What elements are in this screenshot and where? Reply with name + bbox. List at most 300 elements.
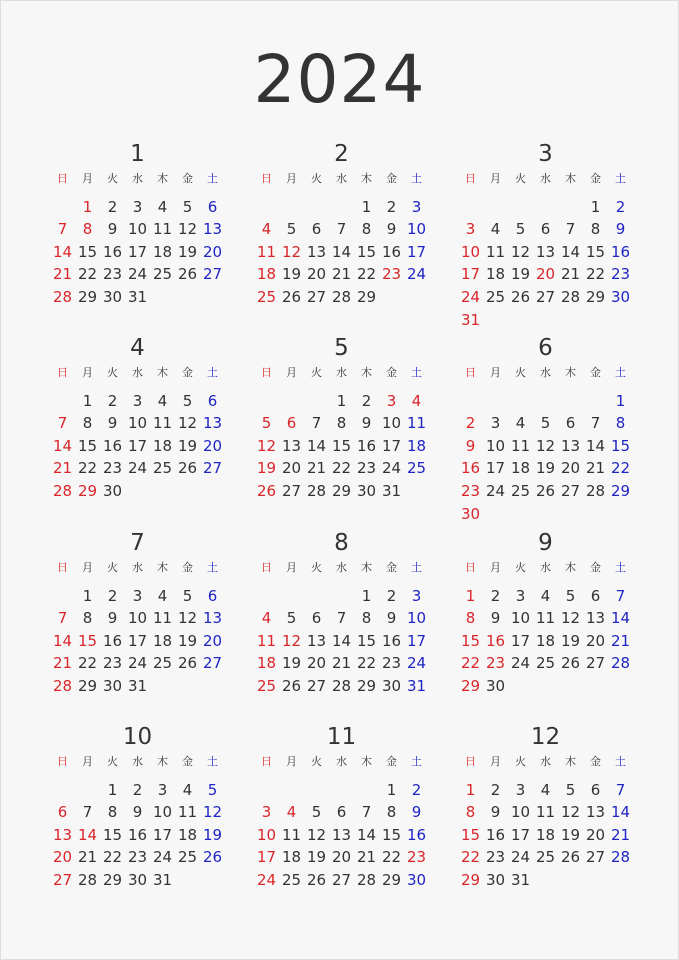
day-cell: 26 — [281, 287, 302, 306]
day-cell: 22 — [585, 265, 606, 284]
day-cell: 3 — [515, 586, 526, 605]
day-cell: 12 — [560, 803, 581, 822]
day-cell: 7 — [615, 780, 626, 799]
day-cell: 15 — [77, 242, 98, 261]
empty-cell — [458, 196, 483, 219]
day-cell: 2 — [411, 780, 422, 799]
day-cell: 4 — [540, 586, 551, 605]
day-cell: 14 — [610, 609, 631, 628]
month-title: 12 — [530, 724, 561, 750]
empty-cell — [329, 585, 354, 608]
day-cell: 18 — [256, 265, 277, 284]
day-cell: 11 — [485, 242, 506, 261]
day-cell: 31 — [381, 481, 402, 500]
day-cell: 13 — [202, 220, 223, 239]
day-cell: 16 — [610, 242, 631, 261]
month-title: 11 — [326, 724, 357, 750]
day-cell: 25 — [256, 287, 277, 306]
day-cell: 29 — [77, 481, 98, 500]
day-cell: 3 — [490, 414, 501, 433]
day-cell: 20 — [202, 436, 223, 455]
day-cell: 11 — [152, 609, 173, 628]
day-cell: 17 — [127, 242, 148, 261]
day-cell: 4 — [157, 197, 168, 216]
day-cell: 8 — [590, 220, 601, 239]
empty-cell — [254, 779, 279, 802]
day-cell: 29 — [585, 287, 606, 306]
empty-cell — [329, 779, 354, 802]
day-cell: 27 — [535, 287, 556, 306]
day-cell: 9 — [490, 803, 501, 822]
day-cell: 17 — [406, 631, 427, 650]
day-cell: 16 — [102, 631, 123, 650]
day-cell: 4 — [540, 780, 551, 799]
day-cell: 10 — [406, 220, 427, 239]
empty-cell — [304, 779, 329, 802]
day-cell: 21 — [331, 265, 352, 284]
weekday-header: 日 — [465, 561, 476, 574]
month-grid — [254, 562, 429, 698]
day-cell: 23 — [460, 481, 481, 500]
day-cell: 30 — [356, 481, 377, 500]
day-cell: 11 — [152, 220, 173, 239]
day-cell: 2 — [361, 391, 372, 410]
day-cell: 31 — [406, 676, 427, 695]
weekday-header: 土 — [615, 561, 626, 574]
weekday-header: 金 — [386, 755, 397, 768]
day-cell: 10 — [127, 220, 148, 239]
empty-cell — [483, 390, 508, 413]
day-cell: 1 — [82, 391, 93, 410]
weekday-header: 月 — [490, 366, 501, 379]
day-cell: 13 — [202, 414, 223, 433]
day-cell: 26 — [202, 848, 223, 867]
weekday-header: 水 — [540, 561, 551, 574]
weekday-header: 水 — [336, 172, 347, 185]
weekday-header: 木 — [361, 366, 372, 379]
day-cell: 5 — [565, 586, 576, 605]
empty-cell — [254, 585, 279, 608]
weekday-header: 木 — [157, 561, 168, 574]
day-cell: 26 — [177, 654, 198, 673]
day-cell: 18 — [256, 654, 277, 673]
weekday-header: 火 — [311, 561, 322, 574]
day-cell: 21 — [52, 265, 73, 284]
day-cell: 2 — [107, 586, 118, 605]
day-cell: 4 — [182, 780, 193, 799]
day-cell: 23 — [381, 265, 402, 284]
day-cell: 29 — [381, 870, 402, 889]
day-cell: 3 — [132, 586, 143, 605]
day-cell: 5 — [261, 414, 272, 433]
weekday-header: 土 — [411, 561, 422, 574]
day-cell: 26 — [510, 287, 531, 306]
weekday-header: 金 — [182, 172, 193, 185]
weekday-header: 木 — [361, 561, 372, 574]
day-cell: 23 — [127, 848, 148, 867]
weekday-header: 土 — [615, 755, 626, 768]
day-cell: 22 — [610, 459, 631, 478]
day-cell: 8 — [107, 803, 118, 822]
day-cell: 14 — [52, 631, 73, 650]
day-cell: 7 — [311, 414, 322, 433]
day-cell: 8 — [386, 803, 397, 822]
weekday-header: 土 — [207, 755, 218, 768]
day-cell: 30 — [102, 481, 123, 500]
weekday-header: 火 — [311, 755, 322, 768]
day-cell: 28 — [331, 287, 352, 306]
empty-cell — [279, 390, 304, 413]
month-grid — [254, 756, 429, 892]
weekday-header: 土 — [207, 172, 218, 185]
weekday-header: 火 — [107, 755, 118, 768]
day-cell: 4 — [261, 609, 272, 628]
day-cell: 8 — [82, 609, 93, 628]
day-cell: 23 — [485, 848, 506, 867]
day-cell: 1 — [361, 197, 372, 216]
day-cell: 25 — [510, 481, 531, 500]
day-cell: 19 — [535, 459, 556, 478]
day-cell: 10 — [406, 609, 427, 628]
day-cell: 1 — [107, 780, 118, 799]
day-cell: 16 — [485, 631, 506, 650]
day-cell: 30 — [102, 676, 123, 695]
weekday-header: 月 — [82, 561, 93, 574]
month-title: 2 — [334, 141, 349, 167]
empty-cell — [279, 585, 304, 608]
day-cell: 10 — [152, 803, 173, 822]
day-cell: 18 — [152, 631, 173, 650]
day-cell: 1 — [82, 197, 93, 216]
day-cell: 5 — [565, 780, 576, 799]
day-cell: 16 — [102, 242, 123, 261]
day-cell: 6 — [565, 414, 576, 433]
day-cell: 30 — [485, 676, 506, 695]
weekday-header: 火 — [515, 366, 526, 379]
day-cell: 13 — [306, 631, 327, 650]
day-cell: 26 — [281, 676, 302, 695]
day-cell: 1 — [465, 780, 476, 799]
weekday-header: 火 — [107, 561, 118, 574]
month-title: 3 — [538, 141, 553, 167]
day-cell: 14 — [560, 242, 581, 261]
day-cell: 10 — [127, 609, 148, 628]
day-cell: 27 — [331, 870, 352, 889]
day-cell: 25 — [485, 287, 506, 306]
day-cell: 24 — [127, 265, 148, 284]
day-cell: 20 — [306, 654, 327, 673]
month-grid — [50, 173, 225, 309]
day-cell: 28 — [610, 848, 631, 867]
day-cell: 6 — [286, 414, 297, 433]
day-cell: 21 — [585, 459, 606, 478]
weekday-header: 日 — [465, 755, 476, 768]
day-cell: 28 — [52, 481, 73, 500]
day-cell: 16 — [127, 825, 148, 844]
day-cell: 25 — [152, 654, 173, 673]
day-cell: 17 — [460, 265, 481, 284]
day-cell: 22 — [460, 848, 481, 867]
day-cell: 10 — [460, 242, 481, 261]
day-cell: 24 — [406, 654, 427, 673]
day-cell: 24 — [256, 870, 277, 889]
day-cell: 13 — [585, 609, 606, 628]
day-cell: 25 — [256, 676, 277, 695]
weekday-header: 土 — [411, 172, 422, 185]
day-cell: 24 — [510, 848, 531, 867]
weekday-header: 日 — [261, 172, 272, 185]
empty-cell — [50, 390, 75, 413]
day-cell: 3 — [515, 780, 526, 799]
day-cell: 15 — [460, 631, 481, 650]
day-cell: 13 — [202, 609, 223, 628]
day-cell: 29 — [356, 676, 377, 695]
day-cell: 28 — [331, 676, 352, 695]
day-cell: 27 — [202, 265, 223, 284]
day-cell: 4 — [261, 220, 272, 239]
weekday-header: 月 — [286, 561, 297, 574]
day-cell: 27 — [202, 654, 223, 673]
weekday-header: 木 — [361, 755, 372, 768]
day-cell: 12 — [306, 825, 327, 844]
weekday-header: 水 — [540, 172, 551, 185]
weekday-header: 土 — [207, 366, 218, 379]
weekday-header: 金 — [386, 366, 397, 379]
month-grid — [254, 173, 429, 309]
day-cell: 14 — [610, 803, 631, 822]
weekday-header: 木 — [157, 755, 168, 768]
day-cell: 7 — [57, 220, 68, 239]
weekday-header: 日 — [261, 561, 272, 574]
day-cell: 16 — [102, 436, 123, 455]
day-cell: 19 — [177, 242, 198, 261]
weekday-header: 金 — [386, 172, 397, 185]
weekday-header: 月 — [490, 561, 501, 574]
day-cell: 8 — [361, 220, 372, 239]
day-cell: 13 — [560, 436, 581, 455]
empty-cell — [304, 196, 329, 219]
day-cell: 18 — [152, 436, 173, 455]
day-cell: 8 — [82, 220, 93, 239]
weekday-header: 火 — [311, 366, 322, 379]
day-cell: 25 — [152, 265, 173, 284]
day-cell: 20 — [202, 631, 223, 650]
day-cell: 17 — [485, 459, 506, 478]
day-cell: 20 — [585, 631, 606, 650]
day-cell: 7 — [590, 414, 601, 433]
day-cell: 23 — [102, 459, 123, 478]
day-cell: 22 — [102, 848, 123, 867]
day-cell: 26 — [256, 481, 277, 500]
weekday-header: 火 — [107, 366, 118, 379]
month-title: 7 — [130, 530, 145, 556]
day-cell: 27 — [585, 654, 606, 673]
empty-cell — [533, 196, 558, 219]
weekday-header: 日 — [261, 755, 272, 768]
day-cell: 12 — [560, 609, 581, 628]
day-cell: 22 — [77, 459, 98, 478]
day-cell: 24 — [406, 265, 427, 284]
day-cell: 4 — [490, 220, 501, 239]
day-cell: 24 — [460, 287, 481, 306]
day-cell: 2 — [490, 586, 501, 605]
empty-cell — [254, 390, 279, 413]
day-cell: 6 — [207, 391, 218, 410]
day-cell: 3 — [132, 391, 143, 410]
day-cell: 7 — [82, 803, 93, 822]
day-cell: 15 — [356, 631, 377, 650]
day-cell: 14 — [52, 242, 73, 261]
day-cell: 31 — [127, 676, 148, 695]
day-cell: 23 — [610, 265, 631, 284]
weekday-header: 日 — [465, 366, 476, 379]
day-cell: 6 — [336, 803, 347, 822]
day-cell: 1 — [336, 391, 347, 410]
day-cell: 13 — [585, 803, 606, 822]
day-cell: 21 — [610, 631, 631, 650]
day-cell: 30 — [406, 870, 427, 889]
day-cell: 15 — [331, 436, 352, 455]
day-cell: 11 — [406, 414, 427, 433]
day-cell: 12 — [177, 220, 198, 239]
day-cell: 27 — [281, 481, 302, 500]
day-cell: 6 — [311, 609, 322, 628]
day-cell: 20 — [535, 265, 556, 284]
weekday-header: 水 — [132, 366, 143, 379]
day-cell: 2 — [386, 586, 397, 605]
day-cell: 18 — [535, 825, 556, 844]
day-cell: 25 — [177, 848, 198, 867]
day-cell: 28 — [306, 481, 327, 500]
day-cell: 19 — [281, 654, 302, 673]
day-cell: 21 — [77, 848, 98, 867]
day-cell: 22 — [77, 654, 98, 673]
day-cell: 26 — [177, 265, 198, 284]
weekday-header: 土 — [411, 366, 422, 379]
day-cell: 6 — [311, 220, 322, 239]
day-cell: 17 — [127, 631, 148, 650]
day-cell: 7 — [615, 586, 626, 605]
day-cell: 15 — [102, 825, 123, 844]
day-cell: 26 — [560, 654, 581, 673]
day-cell: 3 — [386, 391, 397, 410]
day-cell: 15 — [610, 436, 631, 455]
weekday-header: 水 — [132, 561, 143, 574]
day-cell: 3 — [411, 197, 422, 216]
day-cell: 4 — [157, 391, 168, 410]
empty-cell — [50, 196, 75, 219]
day-cell: 27 — [52, 870, 73, 889]
day-cell: 16 — [381, 631, 402, 650]
day-cell: 20 — [306, 265, 327, 284]
day-cell: 12 — [510, 242, 531, 261]
day-cell: 18 — [535, 631, 556, 650]
day-cell: 2 — [615, 197, 626, 216]
day-cell: 25 — [535, 848, 556, 867]
day-cell: 8 — [361, 609, 372, 628]
day-cell: 29 — [460, 870, 481, 889]
day-cell: 7 — [57, 414, 68, 433]
weekday-header: 木 — [565, 755, 576, 768]
day-cell: 21 — [52, 459, 73, 478]
day-cell: 19 — [177, 631, 198, 650]
day-cell: 12 — [177, 414, 198, 433]
day-cell: 25 — [535, 654, 556, 673]
day-cell: 1 — [590, 197, 601, 216]
day-cell: 17 — [256, 848, 277, 867]
weekday-header: 月 — [490, 755, 501, 768]
weekday-header: 木 — [565, 561, 576, 574]
day-cell: 29 — [77, 287, 98, 306]
day-cell: 19 — [560, 825, 581, 844]
day-cell: 19 — [281, 265, 302, 284]
day-cell: 6 — [590, 780, 601, 799]
empty-cell — [533, 390, 558, 413]
day-cell: 17 — [381, 436, 402, 455]
day-cell: 27 — [306, 676, 327, 695]
day-cell: 20 — [52, 848, 73, 867]
day-cell: 25 — [152, 459, 173, 478]
day-cell: 24 — [127, 654, 148, 673]
month-grid — [254, 367, 429, 503]
weekday-header: 日 — [465, 172, 476, 185]
empty-cell — [254, 196, 279, 219]
weekday-header: 月 — [286, 755, 297, 768]
day-cell: 20 — [202, 242, 223, 261]
month-title: 9 — [538, 530, 553, 556]
day-cell: 23 — [485, 654, 506, 673]
month-grid — [50, 367, 225, 503]
day-cell: 2 — [107, 391, 118, 410]
day-cell: 9 — [411, 803, 422, 822]
day-cell: 20 — [331, 848, 352, 867]
empty-cell — [279, 196, 304, 219]
weekday-header: 月 — [82, 755, 93, 768]
month-grid — [458, 367, 633, 525]
day-cell: 15 — [77, 631, 98, 650]
month-title: 6 — [538, 335, 553, 361]
day-cell: 19 — [202, 825, 223, 844]
day-cell: 22 — [331, 459, 352, 478]
day-cell: 11 — [152, 414, 173, 433]
weekday-header: 火 — [107, 172, 118, 185]
weekday-header: 日 — [57, 366, 68, 379]
day-cell: 28 — [52, 287, 73, 306]
day-cell: 7 — [565, 220, 576, 239]
day-cell: 13 — [535, 242, 556, 261]
month-title: 5 — [334, 335, 349, 361]
day-cell: 23 — [102, 654, 123, 673]
day-cell: 6 — [57, 803, 68, 822]
day-cell: 14 — [585, 436, 606, 455]
day-cell: 31 — [127, 287, 148, 306]
day-cell: 9 — [615, 220, 626, 239]
day-cell: 19 — [306, 848, 327, 867]
weekday-header: 日 — [57, 172, 68, 185]
weekday-header: 木 — [157, 172, 168, 185]
day-cell: 8 — [82, 414, 93, 433]
day-cell: 26 — [306, 870, 327, 889]
weekday-header: 日 — [57, 561, 68, 574]
day-cell: 30 — [485, 870, 506, 889]
day-cell: 4 — [515, 414, 526, 433]
day-cell: 14 — [52, 436, 73, 455]
day-cell: 10 — [381, 414, 402, 433]
day-cell: 7 — [336, 220, 347, 239]
day-cell: 1 — [615, 391, 626, 410]
weekday-header: 水 — [336, 755, 347, 768]
day-cell: 12 — [177, 609, 198, 628]
